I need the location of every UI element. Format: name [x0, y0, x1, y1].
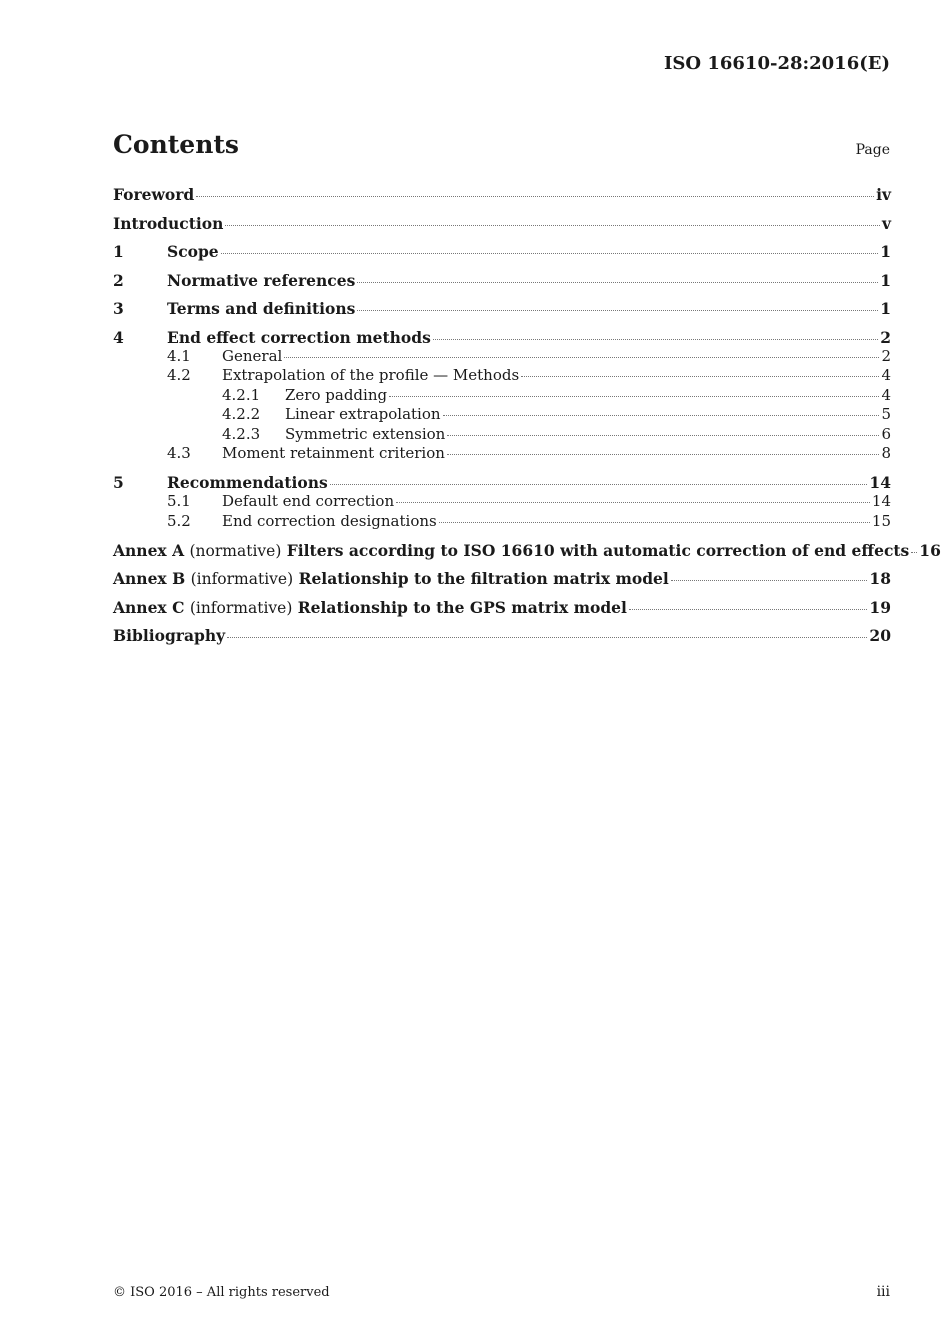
- toc-entry-number: 4.2: [167, 366, 191, 384]
- dot-leader: [443, 415, 880, 416]
- annex-qualifier: (informative): [189, 598, 293, 617]
- dot-leader: [227, 637, 867, 638]
- toc-entry-page: 8: [881, 444, 891, 462]
- dot-leader: [439, 522, 870, 523]
- toc-entry-title: Foreword: [113, 185, 195, 204]
- annex-qualifier: (normative): [189, 541, 282, 560]
- dot-leader: [225, 225, 880, 226]
- toc-entry[interactable]: [113, 425, 891, 445]
- toc-entry-number: 5: [113, 473, 124, 492]
- annex-title: Filters according to ISO 16610 with automatic correction of end effects: [286, 540, 910, 560]
- table-of-contents: [113, 185, 941, 645]
- toc-entry-title: Terms and definitions: [167, 299, 356, 318]
- toc-entry[interactable]: [113, 492, 891, 512]
- toc-entry-title: Default end correction: [222, 492, 395, 510]
- annex-qualifier: (informative): [190, 570, 294, 588]
- dot-leader: [330, 484, 868, 485]
- annex-title: Relationship to the GPS matrix model: [297, 597, 627, 617]
- dot-leader: [196, 196, 874, 197]
- toc-entry[interactable]: [113, 386, 891, 406]
- toc-entry-title: Linear extrapolation: [285, 405, 441, 423]
- annex-prefix: Annex B: [113, 569, 186, 588]
- toc-entry-number: 5.2: [167, 511, 191, 530]
- annex-prefix: Annex C: [113, 597, 185, 617]
- toc-entry-title: Scope: [167, 242, 219, 261]
- document-id: ISO 16610-28:2016(E): [663, 53, 890, 74]
- toc-entry[interactable]: [113, 512, 891, 532]
- toc-entry[interactable]: [113, 540, 941, 560]
- toc-entry[interactable]: [113, 214, 891, 233]
- toc-entry-title: [113, 569, 669, 588]
- annex-title: Relationship to the filtration matrix model: [298, 569, 669, 588]
- toc-entry-page: 1: [880, 299, 891, 318]
- toc-entry[interactable]: [113, 366, 891, 386]
- toc-entry-number: 4: [113, 327, 124, 347]
- dot-leader: [433, 339, 878, 340]
- dot-leader: [671, 580, 868, 581]
- page-column-label: Page: [855, 142, 890, 158]
- toc-entry[interactable]: [113, 299, 891, 318]
- toc-entry-title: Recommendations: [167, 473, 328, 492]
- toc-entry-number: 4.2.2: [222, 405, 261, 423]
- toc-entry-page: 1: [880, 270, 891, 290]
- toc-entry-page: 14: [871, 492, 891, 510]
- toc-entry-number: 3: [113, 299, 124, 318]
- toc-entry[interactable]: [113, 271, 891, 290]
- toc-entry[interactable]: [113, 473, 891, 492]
- toc-entry-title: Extrapolation of the profile — Methods: [222, 366, 520, 384]
- toc-entry-title: Introduction: [113, 213, 224, 233]
- toc-entry-page: 4: [881, 385, 891, 404]
- toc-entry-page: 5: [881, 405, 891, 423]
- toc-entry-page: 2: [881, 346, 891, 365]
- toc-entry[interactable]: [113, 405, 891, 425]
- toc-entry-title: [113, 598, 627, 617]
- toc-entry-title: General: [222, 346, 283, 365]
- page-title: Contents: [113, 130, 240, 159]
- toc-entry-page: 20: [869, 626, 891, 645]
- dot-leader: [447, 454, 880, 455]
- annex-prefix: Annex A: [113, 540, 185, 560]
- toc-entry-title: Bibliography: [113, 626, 226, 645]
- toc-entry-page: 1: [880, 242, 891, 261]
- toc-entry-title: Zero padding: [285, 385, 388, 404]
- dot-leader: [629, 609, 867, 610]
- toc-entry-page: 4: [881, 366, 891, 384]
- dot-leader: [521, 376, 879, 377]
- toc-entry-number: 2: [113, 270, 124, 290]
- toc-entry[interactable]: [113, 185, 891, 204]
- page-number: iii: [876, 1284, 890, 1300]
- toc-entry[interactable]: [113, 347, 891, 367]
- toc-entry-title: End correction designations: [222, 511, 437, 530]
- toc-entry-page: iv: [876, 185, 891, 204]
- dot-leader: [357, 282, 878, 283]
- toc-entry-page: 15: [871, 511, 891, 530]
- toc-entry[interactable]: [113, 626, 891, 645]
- toc-entry-title: [113, 541, 909, 560]
- toc-entry-number: 4.2.1: [222, 385, 261, 404]
- toc-entry-page: 14: [869, 473, 891, 492]
- toc-entry-page: 6: [881, 424, 891, 443]
- toc-entry-title: Moment retainment criterion: [222, 444, 445, 462]
- toc-entry-page: v: [881, 213, 891, 233]
- dot-leader: [911, 552, 917, 553]
- toc-entry[interactable]: [113, 444, 891, 464]
- dot-leader: [284, 357, 879, 358]
- toc-entry-number: 4.1: [167, 346, 191, 365]
- toc-entry[interactable]: [113, 242, 891, 261]
- toc-entry-title: Normative references: [167, 270, 356, 290]
- toc-entry-page: 16: [919, 540, 941, 560]
- dot-leader: [357, 310, 878, 311]
- toc-entry-page: 2: [880, 327, 891, 347]
- copyright-notice: © ISO 2016 – All rights reserved: [113, 1285, 330, 1300]
- dot-leader: [389, 396, 879, 397]
- toc-entry-title: End effect correction methods: [167, 327, 431, 347]
- toc-entry-page: 19: [869, 597, 891, 617]
- toc-entry-number: 1: [113, 242, 124, 261]
- toc-entry-number: 4.2.3: [222, 424, 261, 443]
- toc-entry[interactable]: [113, 569, 891, 588]
- toc-entry-page: 18: [869, 569, 891, 588]
- dot-leader: [221, 253, 879, 254]
- toc-entry-number: 5.1: [167, 492, 191, 510]
- toc-entry-number: 4.3: [167, 444, 191, 462]
- toc-entry[interactable]: [113, 598, 891, 617]
- toc-entry[interactable]: [113, 328, 891, 347]
- toc-entry-title: Symmetric extension: [285, 424, 446, 443]
- dot-leader: [396, 502, 870, 503]
- dot-leader: [447, 435, 879, 436]
